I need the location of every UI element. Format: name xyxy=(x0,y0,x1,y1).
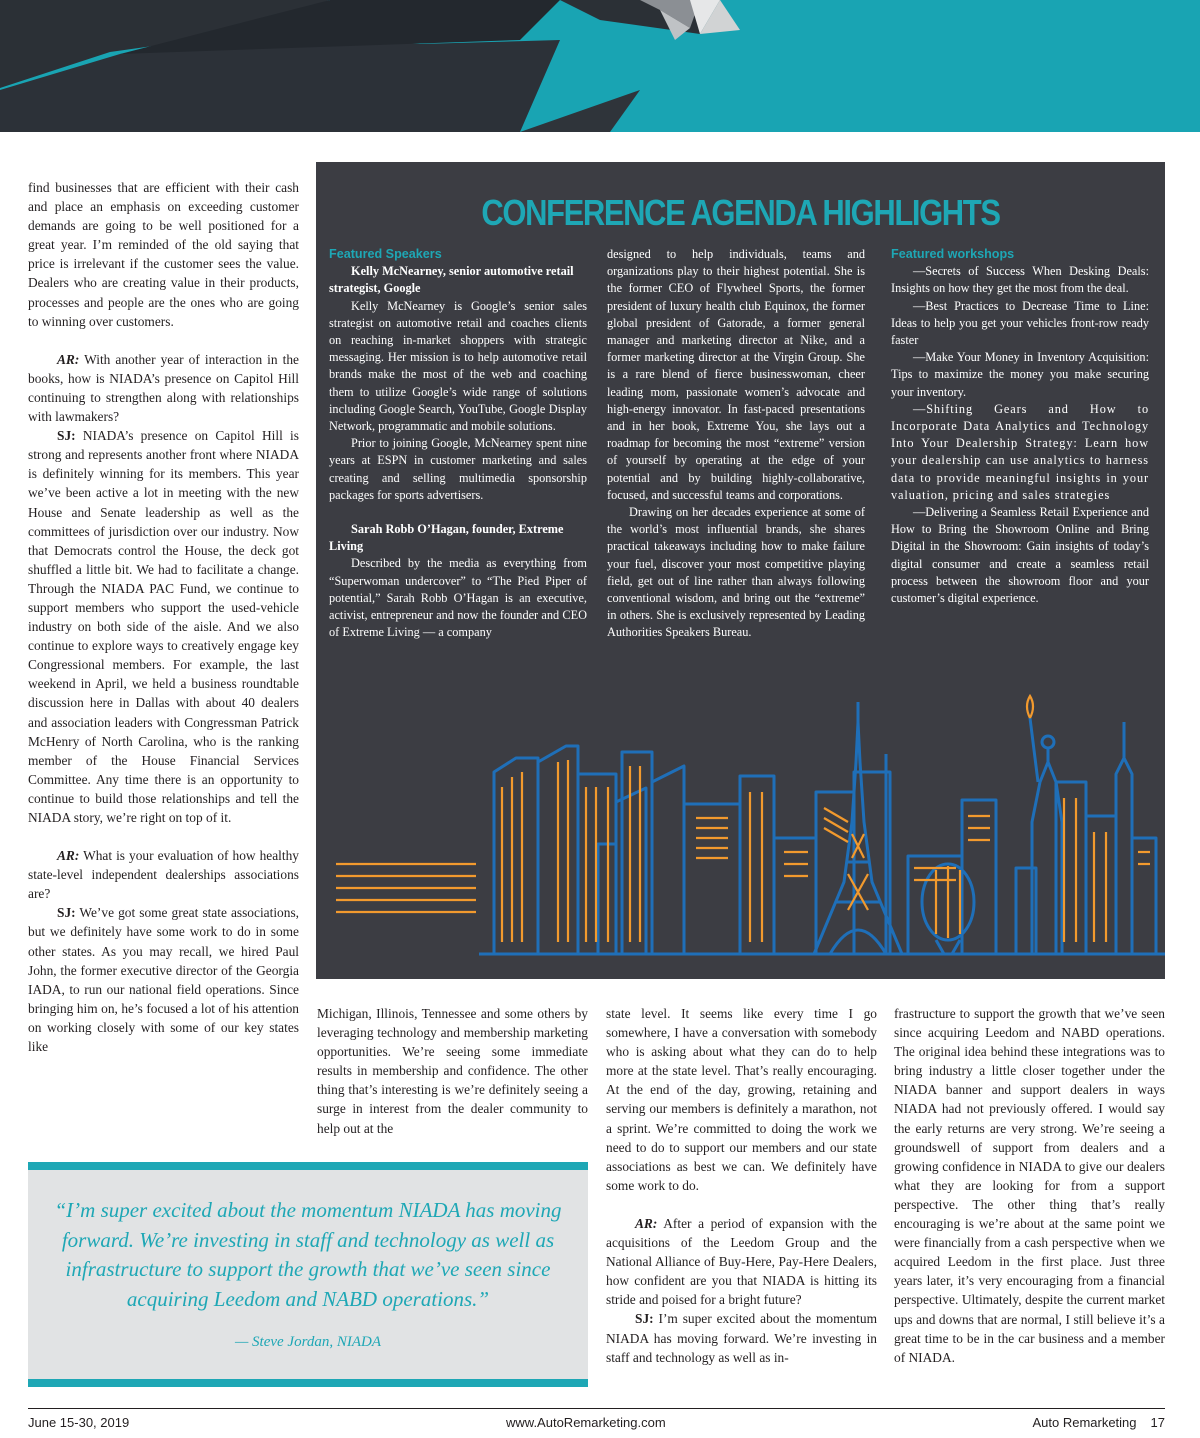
paragraph: Michigan, Illinois, Tennessee and some others by leveraging technology and membership marketing opportunities. We’re seeing some immediate results in membership and confidence. The other thing that’s interesting is we’re definitely seeing a surge in interest from the dealer community to help out at the xyxy=(317,1006,588,1136)
answer-label: SJ: xyxy=(635,1311,654,1327)
pull-quote-attribution: — Steve Jordan, NIADA xyxy=(234,1334,382,1350)
agenda-column-2 xyxy=(607,246,865,642)
featured-speakers-heading: Featured Speakers xyxy=(329,247,442,261)
agenda-column-3 xyxy=(891,246,1149,607)
paragraph: find businesses that are efficient with their cash and place an emphasis on exceeding customer demands are going to be well positioned for a great year. I’m reminded of the old saying that price is irrelevant if the customer sees the value. Dealers who are creating value in their products, processes and people are the ones who are going to winning over customers. xyxy=(28,180,299,329)
question-label: AR: xyxy=(57,848,80,864)
pull-quote xyxy=(28,1162,588,1387)
workshop-item: —Secrets of Success When Desking Deals: Insights on how they get the most from the deal. xyxy=(891,264,1149,296)
question-paragraph xyxy=(28,846,299,903)
publication-and-page xyxy=(1032,1415,1165,1430)
speaker-name: Kelly McNearney, senior automotive retail strategist, Google xyxy=(329,264,574,296)
page-number: 17 xyxy=(1150,1415,1165,1430)
answer-paragraph xyxy=(606,1309,877,1366)
speaker-bio: Described by the media as everything from “Superwoman undercover” to “The Pied Piper of potential,” Sarah Robb O’Hagan is an executive, activist, entrepreneur and now the founder and CEO of Extreme Living — a company xyxy=(329,556,587,640)
speaker-bio: designed to help individuals, teams and organizations play to their highest potential. She is the former CEO of Flywheel Sports, the former president of luxury health club Equinox, the former global president of Gatorade, a former general manager and marketing director at Nike, and a former marketing director at the Virgin Group. She is a rare blend of fierce businesswoman, cheer leading mom, passionate women’s advocate and high-energy innovator. In fast-paced presentations and in her book, Extreme You, she lays out a roadmap for becoming the most “extreme” version of yourself by operating at the edge of your potential and by building highly-collaborative, focused, and successful teams and corporations. xyxy=(607,247,865,502)
speaker-name: Sarah Robb O’Hagan, founder, Extreme Living xyxy=(329,522,564,554)
answer-text: NIADA’s presence on Capitol Hill is strong and represents another front where NIADA is definitely winning for its members. This year we’ve been active a lot in meeting with the new House and Senate leadership as well as the committees of jurisdiction over our industry. Now that Democrats control the House, the deck got shuffled a little bit. We had to facilitate a change. Through the NIADA PAC Fund, we continue to support members who support the used-vehicle industry on both side of the aisle. And we also continue to explore ways to creatively engage key Congressional members. For example, the last weekend in April, we held a business roundtable discussion here in Dallas with about 40 dealers and association leaders with Congressman Patrick McHenry of North Carolina, who is the ranking member of the House Financial Services Committee. Any time there is an opportunity to continue to build those relationships and tell the NIADA story, we’re right on top of it. xyxy=(28,428,299,825)
answer-paragraph xyxy=(28,903,299,1056)
article-column-3 xyxy=(606,1004,877,1367)
pull-quote-text: “I’m super excited about the momentum NIADA has moving forward. We’re investing in staff and technology as well as infrastructure to support the growth that we’ve seen since acquiring Leedom and NABD operations.” xyxy=(54,1198,562,1311)
answer-text: I’m super excited about the momentum NIADA has moving forward. We’re investing in staff and technology as well as in- xyxy=(606,1311,877,1365)
paragraph: frastructure to support the growth that we’ve seen since acquiring Leedom and NABD operations. The original idea behind these integrations was to bring industry a little closer together under the NIADA banner and support dealers in ways NIADA had not previously offered. I would say the early returns are very strong. We’re seeing a groundswell of support from dealers and a growing confidence in NIADA to give our dealers what they are looking for from a support perspective. The other thing that’s really encouraging is we’re about at the same point we were financially from a cash perspective when we acquired Leedom in the first place. Just three years later, it’s very encouraging from a financial perspective. Ultimately, despite the current market ups and downs that are normal, I still believe it’s a great time to be in the car business and a member of NIADA. xyxy=(894,1006,1165,1365)
featured-workshops-heading: Featured workshops xyxy=(891,247,1015,261)
agenda-title: CONFERENCE AGENDA HIGHLIGHTS xyxy=(481,192,1000,233)
question-label: AR: xyxy=(635,1215,658,1231)
article-column-4 xyxy=(894,1004,1165,1367)
conference-agenda-panel xyxy=(316,162,1165,979)
speaker-bio: Kelly McNearney is Google’s senior sales strategist on automotive retail and coaches clients on reaching in-market shoppers with strategic messaging. Her mission is to help automotive retail brands make the most of the web and coaching them to utilize Google’s wide range of solutions including Google Search, YouTube, Google Display Network, programmatic and mobile solutions. xyxy=(329,298,587,434)
workshop-item: —Shifting Gears and How to Incorporate Data Analytics and Technology Into Your Dealership Strategy: Learn how your dealership can use analytics to harness data to provide meaningful insights in your valuation, pricing and sales strategies xyxy=(891,401,1149,502)
agenda-column-1 xyxy=(329,246,587,641)
article-column-2 xyxy=(317,1004,588,1138)
header-graphic xyxy=(0,0,1200,132)
speaker-bio: Drawing on her decades experience at some of the world’s most influential brands, she shares practical takeaways including how to make failure your fuel, discover your most competitive playing field, get out of line rather than always following conventional wisdom, and bring out the “extreme” in others. She is exclusively represented by Leading Authorities Speakers Bureau. xyxy=(607,505,865,640)
issue-date: June 15-30, 2019 xyxy=(28,1415,130,1430)
question-paragraph xyxy=(28,350,299,426)
question-text: With another year of interaction in the books, how is NIADA’s presence on Capitol Hill continuing to strengthen along with relationships with lawmakers? xyxy=(28,351,299,425)
question-text: What is your evaluation of how healthy state-level independent dealerships associations are? xyxy=(28,848,299,902)
question-label: AR: xyxy=(57,351,80,367)
workshop-item: —Best Practices to Decrease Time to Line: Ideas to help you get your vehicles front-row ready faster xyxy=(891,298,1149,348)
workshop-item: —Delivering a Seamless Retail Experience and How to Bring the Showroom Online and Bring Digital in the Showroom: Gain insights of today’s digital consumer and create a seamless retail process between the showroom floor and your customer’s digital experience. xyxy=(891,505,1149,606)
footer-divider xyxy=(28,1408,1165,1409)
website-url: www.AutoRemarketing.com xyxy=(506,1415,666,1430)
page-footer xyxy=(28,1408,1165,1430)
workshop-item: —Make Your Money in Inventory Acquisition: Tips to maximize the money you make securing your inventory. xyxy=(891,350,1149,399)
paragraph: state level. It seems like every time I go somewhere, I have a conversation with somebody who is asking about what they can do to help more at the state level. That’s really encouraging. At the end of the day, growing, retaining and serving our members is definitely a marathon, not a sprint. We’re committed to doing the work we need to do to support our members and our state associations as best we can. We definitely have some work to do. xyxy=(606,1006,877,1193)
question-text: After a period of expansion with the acquisitions of the Leedom Group and the National Alliance of Buy-Here, Pay-Here Dealers, how confident are you that NIADA is hitting its stride and poised for a bright future? xyxy=(606,1215,877,1308)
answer-text: We’ve got some great state associations, but we definitely have some work to do in some other states. As you may recall, we hired Paul John, the former executive director of the Georgia IADA, to run our national field operations. Since bringing him on, he’s focused a lot of his attention on working closely with some of our key states like xyxy=(28,905,299,1055)
publication-name: Auto Remarketing xyxy=(1032,1415,1137,1430)
answer-label: SJ: xyxy=(57,905,76,921)
answer-label: SJ: xyxy=(57,428,76,444)
answer-paragraph xyxy=(28,426,299,827)
question-paragraph xyxy=(606,1214,877,1309)
article-column-1 xyxy=(28,178,299,1056)
speaker-bio: Prior to joining Google, McNearney spent nine years at ESPN in customer marketing and sales creating and selling multimedia sponsorship packages for sports advertisers. xyxy=(329,436,587,502)
